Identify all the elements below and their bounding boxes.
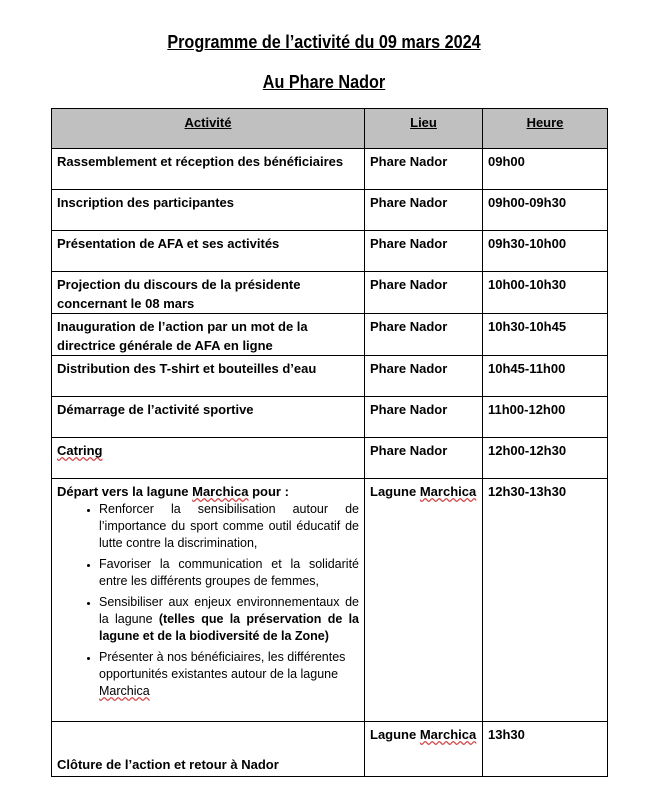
- table-row: [52, 314, 608, 356]
- time-cell: 09h00: [483, 149, 608, 190]
- activity-cell: [52, 479, 365, 722]
- bullet-text: Présenter à nos bénéficiaires, les différentes opportunités existantes autour de la lagune: [99, 650, 346, 681]
- time-cell: 10h45-11h00: [483, 356, 608, 397]
- marchica-word: Marchica: [192, 484, 249, 499]
- location-cell: Phare Nador: [365, 231, 483, 272]
- activity-cell: Distribution des T-shirt et bouteilles d’eau: [52, 356, 365, 397]
- location-cell: Phare Nador: [365, 356, 483, 397]
- table-row-cloture: [52, 722, 608, 777]
- activity-text: Catring: [57, 443, 103, 458]
- bullet-bold-text: (telles que la préservation de la lagune et de la biodiversité de la Zone): [99, 612, 359, 643]
- page-title: Programme de l’activité du 09 mars 2024: [167, 32, 481, 52]
- table-row: [52, 231, 608, 272]
- marchica-word: Marchica: [99, 684, 150, 698]
- list-item: [99, 649, 359, 700]
- time-cell: 13h30: [483, 722, 608, 777]
- table-row-depart: [52, 479, 608, 722]
- list-item: • Renforcer la sensibilisation autour de l’importance du sport comme outil éducatif de lutte contre la discrimination,: [99, 501, 359, 552]
- table-row: [52, 272, 608, 314]
- bullet-text: Sensibiliser aux enjeux environnementaux de la lagune: [99, 595, 359, 626]
- table-row: [52, 356, 608, 397]
- header-heure: Heure: [483, 109, 608, 149]
- time-cell: 12h00-12h30: [483, 438, 608, 479]
- table-row: [52, 397, 608, 438]
- location-cell: Phare Nador: [365, 149, 483, 190]
- activity-cell: Projection du discours de la présidente concernant le 08 mars: [52, 272, 365, 314]
- intro-text-end: pour :: [248, 484, 289, 499]
- table-row: [52, 149, 608, 190]
- intro-text: Départ vers la lagune: [57, 484, 193, 499]
- location-cell: [365, 722, 483, 777]
- page-subtitle: Au Phare Nador: [262, 72, 386, 92]
- table-header-row: [52, 109, 608, 149]
- time-cell: 10h00-10h30: [483, 272, 608, 314]
- marchica-word: Marchica: [419, 727, 477, 742]
- table-row: [52, 190, 608, 231]
- activity-cell: Présentation de AFA et ses activités: [52, 231, 365, 272]
- time-cell: 09h00-09h30: [483, 190, 608, 231]
- depart-intro: [57, 482, 359, 501]
- location-cell: [365, 479, 483, 722]
- activity-cell: Démarrage de l’activité sportive: [52, 397, 365, 438]
- activity-cell: Inauguration de l’action par un mot de la directrice générale de AFA en ligne: [52, 314, 365, 356]
- header-activite: Activité: [52, 109, 365, 149]
- location-cell: Phare Nador: [365, 397, 483, 438]
- time-cell: 10h30-10h45: [483, 314, 608, 356]
- marchica-word: Marchica: [419, 484, 477, 499]
- location-text: Lagune: [370, 484, 420, 499]
- location-cell: Phare Nador: [365, 314, 483, 356]
- location-text: Lagune: [370, 727, 420, 742]
- list-item: [99, 594, 359, 645]
- activity-cell: [52, 438, 365, 479]
- location-cell: Phare Nador: [365, 438, 483, 479]
- table-row: [52, 438, 608, 479]
- location-cell: Phare Nador: [365, 190, 483, 231]
- activity-cell: Clôture de l’action et retour à Nador: [52, 722, 365, 777]
- list-item: • Favoriser la communication et la solidarité entre les différents groupes de femmes,: [99, 556, 359, 590]
- header-lieu: Lieu: [365, 109, 483, 149]
- time-cell: 11h00-12h00: [483, 397, 608, 438]
- activity-cell: Inscription des participantes: [52, 190, 365, 231]
- time-cell: 09h30-10h00: [483, 231, 608, 272]
- time-cell: 12h30-13h30: [483, 479, 608, 722]
- program-table: [51, 108, 608, 777]
- objectives-list: [57, 501, 359, 700]
- activity-cell: Rassemblement et réception des bénéficiaires: [52, 149, 365, 190]
- location-cell: Phare Nador: [365, 272, 483, 314]
